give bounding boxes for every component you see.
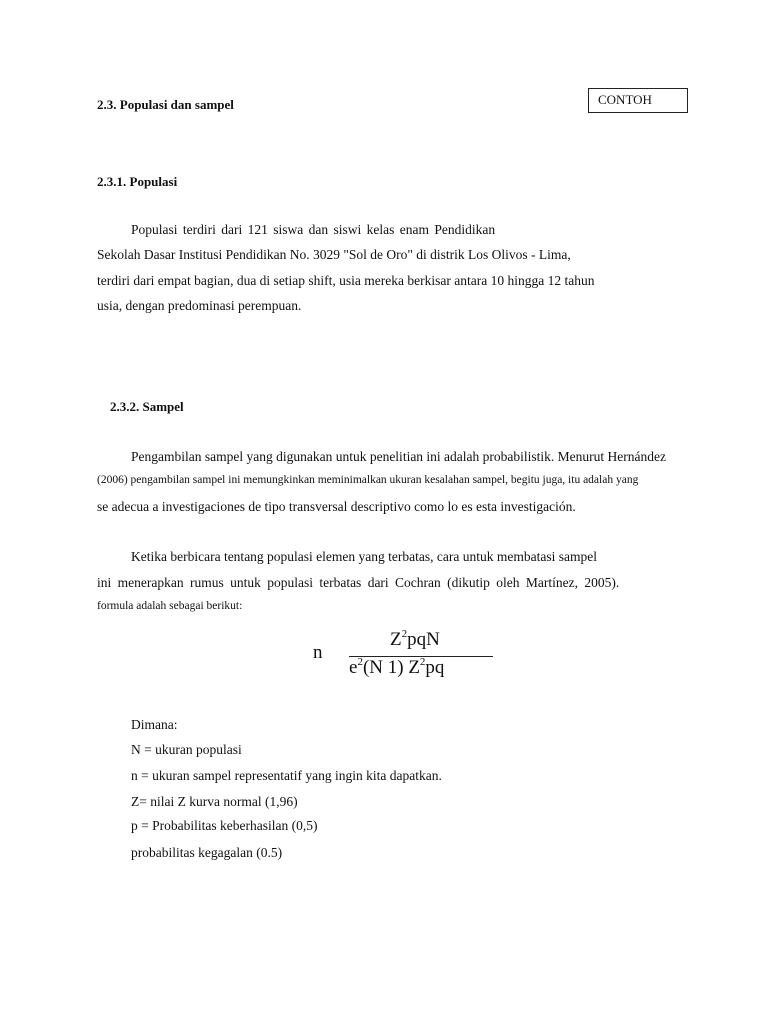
- sampel-para2-line-2: ini menerapkan rumus untuk populasi terbatas dari Cochran (dikutip oleh Martínez, 2005).: [97, 575, 620, 590]
- formula-den-e-exp: 2: [357, 656, 363, 668]
- sampel-para2-line-3: formula adalah sebagai berikut:: [97, 600, 243, 612]
- populasi-heading: 2.3.1. Populasi: [97, 174, 178, 189]
- dimana-item: n = ukuran sampel representatif yang ingin kita dapatkan.: [131, 768, 442, 783]
- formula-lhs: [313, 642, 323, 664]
- sampel-para2-line-1: Ketika berbicara tentang populasi elemen yang terbatas, cara untuk membatasi sampel: [131, 549, 597, 564]
- formula-numerator-z: Z: [390, 629, 402, 650]
- formula-numerator-exp: 2: [401, 628, 408, 640]
- populasi-line-4: usia, dengan predominasi perempuan.: [97, 298, 302, 313]
- sampel-heading: 2.3.2. Sampel: [110, 399, 184, 414]
- formula-denominator: [349, 657, 444, 679]
- formula-numerator-rest: pqN: [407, 629, 440, 650]
- formula-numerator: [390, 629, 440, 651]
- dimana-item: Z= nilai Z kurva normal (1,96): [131, 794, 298, 809]
- populasi-line-2: Sekolah Dasar Institusi Pendidikan No. 3029 "Sol de Oro" di distrik Los Olivos - Lima,: [97, 247, 571, 262]
- sampel-para1-line-3: se adecua a investigaciones de tipo transversal descriptivo como lo es esta investigación.: [97, 499, 576, 514]
- contoh-stamp: CONTOH: [588, 88, 688, 113]
- formula-den-mid: (N 1) Z: [362, 657, 420, 678]
- formula-den-e: e: [349, 657, 358, 678]
- formula-den-rest: pq: [425, 657, 445, 678]
- dimana-item: probabilitas kegagalan (0.5): [131, 845, 283, 860]
- dimana-item: p = Probabilitas keberhasilan (0,5): [131, 818, 318, 833]
- populasi-line-1: Populasi terdiri dari 121 siswa dan siswi kelas enam Pendidikan: [131, 222, 496, 237]
- dimana-item: N = ukuran populasi: [131, 742, 242, 757]
- dimana-title: Dimana:: [131, 717, 178, 732]
- section-title: 2.3. Populasi dan sampel: [97, 97, 234, 112]
- populasi-line-3: terdiri dari empat bagian, dua di setiap shift, usia mereka berkisar antara 10 hingga 12 tahun: [97, 273, 595, 288]
- formula-lhs-n: n: [313, 642, 323, 663]
- formula-den-exp: 2: [419, 656, 426, 668]
- sampel-para1-line-2: (2006) pengambilan sampel ini memungkinkan meminimalkan ukuran kesalahan sampel, begitu juga, itu adalah yang: [97, 474, 639, 486]
- sampel-para1-line-1: Pengambilan sampel yang digunakan untuk penelitian ini adalah probabilistik. Menurut Hernández: [131, 449, 666, 464]
